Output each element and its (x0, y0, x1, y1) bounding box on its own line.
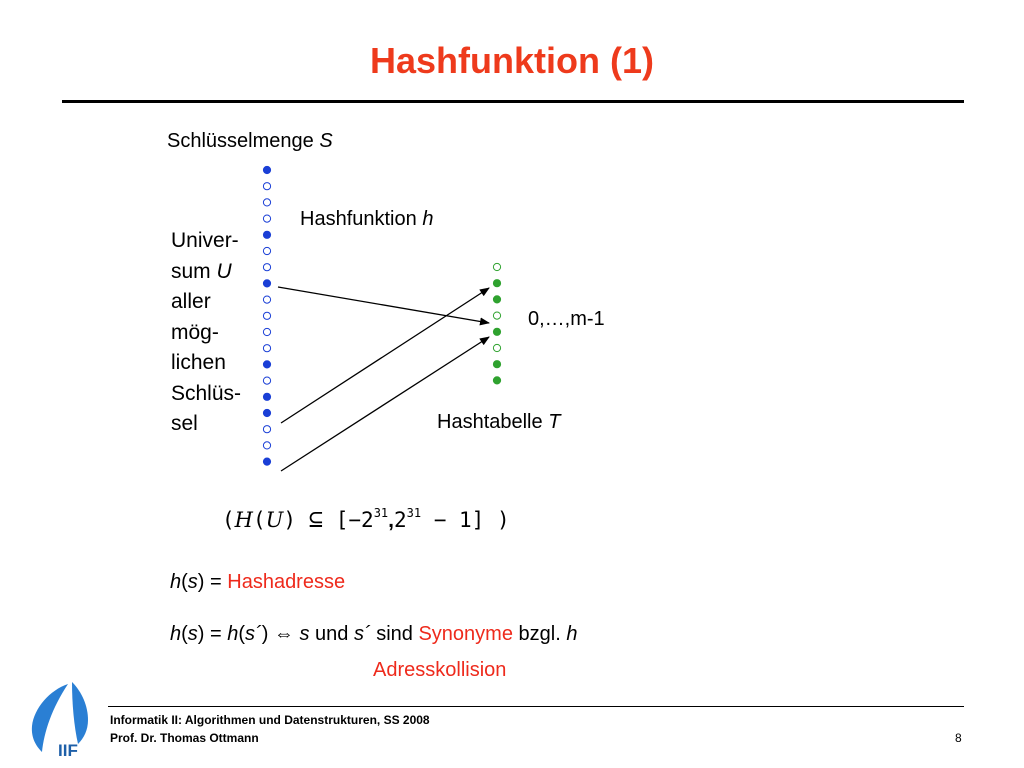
hash-table-slot-dot (493, 312, 500, 319)
universe-key-dot (263, 247, 270, 254)
universe-dots (263, 166, 270, 465)
footer-divider (108, 706, 964, 707)
hash-table-slot-dot (493, 263, 500, 270)
hash-table-label: Hashtabelle T (437, 411, 561, 433)
universe-key-dot (263, 264, 270, 271)
collision-term: Adresskollision (373, 659, 507, 681)
page-number: 8 (955, 731, 962, 745)
universe-key-dot (263, 296, 270, 303)
universe-key-dot (263, 409, 270, 416)
universe-line: mög- (171, 320, 219, 344)
synonym-term: Synonyme (418, 623, 513, 645)
hash-table-slot-dot (493, 344, 500, 351)
universe-key-dot (263, 442, 270, 449)
universe-key-dot (263, 345, 270, 352)
mapping-arrow (278, 287, 489, 323)
table-range-label: 0,…,m-1 (528, 308, 605, 330)
universe-key-dot (263, 393, 270, 400)
universe-line: Univer- (171, 229, 239, 252)
universe-key-dot (263, 183, 270, 190)
hash-table-slot-dot (493, 280, 500, 287)
universe-key-dot (263, 166, 270, 173)
footer-course: Informatik II: Algorithmen und Datenstrukturen, SS 2008 (110, 713, 430, 727)
universe-key-dot (263, 361, 270, 368)
universe-key-dot (263, 312, 270, 319)
key-set-symbol: S (319, 130, 333, 152)
logo-text: IIF (58, 741, 78, 758)
universe-line: aller (171, 290, 211, 313)
footer-author: Prof. Dr. Thomas Ottmann (110, 731, 259, 745)
universe-key-dot (263, 231, 270, 238)
logo-flame-right (72, 682, 88, 744)
universe-key-dot (263, 215, 270, 222)
universe-key-dot (263, 377, 270, 384)
universe-key-dot (263, 199, 270, 206)
hash-table-slot-dot (493, 377, 500, 384)
mapping-arrow (281, 337, 489, 471)
key-set-label: Schlüsselmenge S (167, 130, 333, 152)
subset-symbol: ⊆ (308, 505, 324, 533)
universe-line: lichen (171, 351, 226, 374)
table-dots (493, 263, 500, 384)
universe-key-dot (263, 328, 270, 335)
synonym-definition: h(s) = h(s´) ⇔ s und s´ sind Synonyme bzgl. h (170, 623, 578, 645)
universe-key-dot (263, 458, 270, 465)
hash-table-symbol: T (548, 411, 561, 433)
hash-table-slot-dot (493, 296, 500, 303)
iif-logo (28, 680, 103, 758)
hash-address-term: Hashadresse (227, 571, 346, 593)
universe-key-dot (263, 280, 270, 287)
hash-table-slot-dot (493, 328, 500, 335)
hash-table-slot-dot (493, 361, 500, 368)
universe-key-dot (263, 426, 270, 433)
mapping-arrow (281, 288, 489, 423)
universe-symbol: U (216, 259, 232, 283)
universe-line: sel (171, 412, 198, 435)
hash-function-label: Hashfunktion h (300, 208, 434, 230)
universe-range-formula: (H(U) ⊆ $[-2^{31},2^{31} - 1]$ ) (222, 505, 510, 533)
hash-function-symbol: h (422, 208, 434, 230)
universe-line: sum U (171, 259, 232, 283)
hash-address-definition: h(s) = Hashadresse (170, 571, 346, 593)
universe-line: Schlüs- (171, 381, 242, 405)
page-title: Hashfunktion (1) (370, 40, 654, 81)
